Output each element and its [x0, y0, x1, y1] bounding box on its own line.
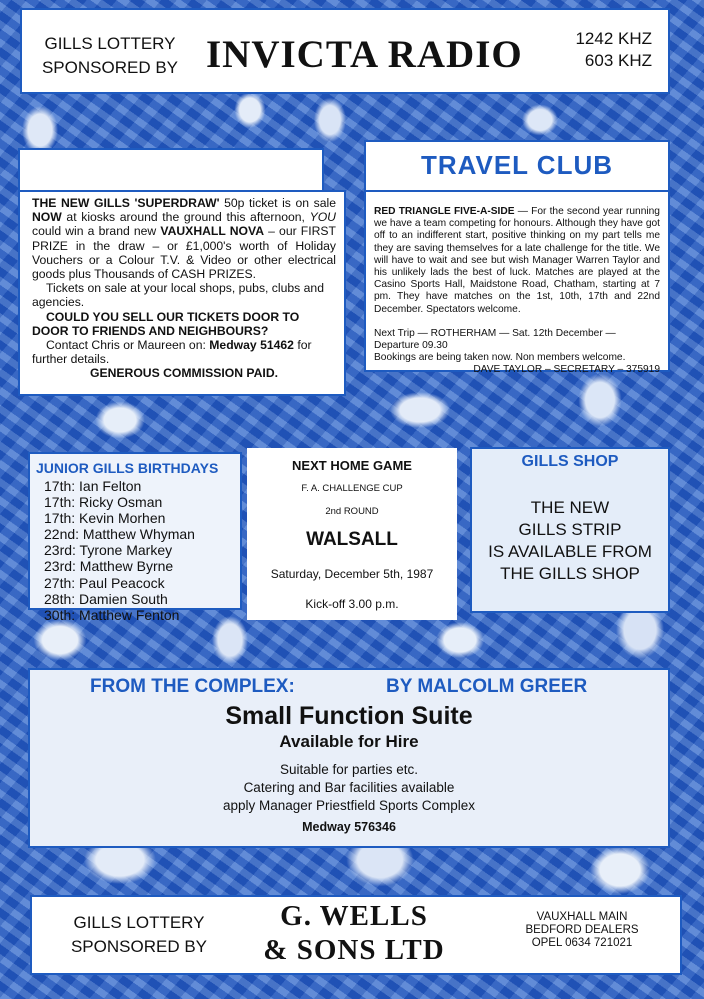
superdraw-paragraph-2: Tickets on sale at your local shops, pubs, clubs and agencies. — [32, 281, 324, 310]
footer-dealer-line1: VAUXHALL MAIN — [536, 911, 628, 923]
superdraw-you: YOU — [309, 210, 336, 225]
birthday-row: 22nd: Matthew Whyman — [44, 526, 195, 543]
superdraw-paragraph-4 — [32, 338, 336, 366]
complex-title: Small Function Suite — [225, 702, 473, 730]
superdraw-paragraph-3: COULD YOU SELL OUR TICKETS DOOR TO DOOR TO FRIENDS AND NEIGHBOURS? — [32, 309, 300, 338]
superdraw-text-b: at kiosks around the ground this afternoon, — [61, 210, 310, 225]
birthday-row: 30th: Matthew Fenton — [44, 606, 180, 623]
header-sponsor-name: INVICTA RADIO — [206, 33, 523, 76]
footer-name-line1: G. WELLS — [280, 900, 428, 932]
superdraw-header-box — [18, 148, 324, 196]
complex-heading-left: FROM THE COMPLEX: — [90, 676, 295, 697]
complex-line2: Catering and Bar facilities available — [243, 780, 455, 795]
footer-sponsor-name — [254, 899, 454, 967]
complex-subtitle: Available for Hire — [279, 732, 419, 751]
superdraw-lead: THE NEW GILLS 'SUPERDRAW' — [32, 196, 220, 210]
birthday-row: 23rd: Tyrone Markey — [44, 542, 173, 559]
footer-dealer-info — [502, 911, 662, 950]
header-sponsor-box — [20, 8, 670, 94]
superdraw-contact: Contact Chris or Maureen on: — [46, 338, 210, 353]
superdraw-car: VAUXHALL NOVA — [160, 224, 265, 239]
footer-dealer-line2: BEDFORD DEALERS — [525, 924, 639, 936]
next-game-round: 2nd ROUND — [325, 506, 379, 517]
complex-phone: Medway 576346 — [302, 820, 396, 834]
complex-line1: Suitable for parties etc. — [279, 762, 419, 777]
superdraw-now: NOW — [32, 210, 62, 225]
header-freq-1: 1242 KHZ — [575, 29, 652, 48]
travel-bookings: Bookings are being taken now. Non members welcome. — [374, 352, 626, 364]
footer-sponsor-label — [54, 911, 224, 959]
superdraw-text-a: 50p ticket is on sale — [219, 196, 336, 210]
header-freq-2: 603 KHZ — [584, 51, 652, 70]
superdraw-further: for further details. — [32, 338, 312, 367]
next-game-opponent: WALSALL — [306, 529, 398, 550]
complex-line3: apply Manager Priestfield Sports Complex — [222, 798, 476, 813]
travel-next-trip: Next Trip — ROTHERHAM — Sat. 12th December — Departure 09.30 — [374, 327, 616, 352]
birthday-row: 28th: Damien South — [44, 590, 168, 607]
footer-sponsor-box — [30, 895, 682, 975]
superdraw-paragraph-1 — [32, 196, 336, 281]
next-game-title: NEXT HOME GAME — [292, 458, 412, 473]
birthday-row: 17th: Ian Felton — [44, 478, 142, 494]
next-game-cup: F. A. CHALLENGE CUP — [301, 483, 403, 494]
travel-item-lead: RED TRIANGLE FIVE-A-SIDE — [374, 206, 515, 217]
header-sponsor-line1: GILLS LOTTERY — [44, 34, 176, 53]
birthday-row: 27th: Paul Peacock — [44, 574, 165, 591]
gills-shop-line2: GILLS STRIP — [518, 520, 622, 539]
next-home-game-box — [247, 448, 457, 620]
footer-dealer-line3: OPEL 0634 721021 — [531, 937, 633, 949]
header-sponsor-label — [36, 32, 184, 80]
travel-club-text — [366, 192, 668, 377]
superdraw-box — [18, 190, 346, 396]
gills-shop-title: GILLS SHOP — [521, 453, 619, 470]
superdraw-phone: Medway 51462 — [209, 338, 294, 353]
birthday-row: 17th: Ricky Osman — [44, 494, 163, 511]
superdraw-text-c: could win a brand new — [32, 224, 161, 239]
travel-club-title: TRAVEL CLUB — [366, 142, 668, 192]
header-frequencies — [575, 28, 652, 72]
birthday-row: 23rd: Matthew Byrne — [44, 558, 174, 575]
complex-box — [28, 668, 670, 848]
gills-shop-line1: THE NEW — [530, 498, 610, 517]
footer-sponsor-line1: GILLS LOTTERY — [73, 913, 205, 932]
gills-shop-text — [472, 497, 668, 585]
birthday-row: 17th: Kevin Morhen — [44, 510, 166, 527]
complex-heading-right: BY MALCOLM GREER — [386, 676, 588, 697]
header-sponsor-line2: SPONSORED BY — [41, 58, 179, 77]
superdraw-paragraph-5: GENEROUS COMMISSION PAID. — [89, 366, 279, 381]
gills-shop-box — [470, 447, 670, 613]
travel-item-text: — For the second year running we have a team competing for honours. Although they have got off to an indifferent start, positive thinking on my part tells me they are saving themselves for a late challenge for the title. We will have to wait and see but wish Manager Warren Taylor and his unlikely lads the best of luck. Matches are played at the Casino Sports Hall, Maidstone Road, Chatham, starting at 7 pm. They have matches on the 1st, 10th, 17th and 22nd December. Spectators welcome. — [374, 206, 660, 315]
footer-sponsor-line2: SPONSORED BY — [70, 937, 208, 956]
superdraw-text-d: – our FIRST PRIZE in the draw – or £1,000's worth of Holiday Vouchers or a Colour T.V. & Video or other electrical goods plus Thousands of CASH PRIZES. — [32, 224, 337, 282]
next-game-kickoff: Kick-off 3.00 p.m. — [305, 597, 399, 611]
travel-club-box — [364, 140, 670, 376]
junior-birthdays-box — [28, 452, 242, 623]
junior-birthdays-title: JUNIOR GILLS BIRTHDAYS — [36, 460, 219, 476]
footer-name-line2: & SONS LTD — [263, 934, 445, 966]
travel-signature: DAVE TAYLOR – SECRETARY – 375919 — [473, 364, 660, 376]
gills-shop-line4: THE GILLS SHOP — [500, 564, 640, 583]
gills-shop-line3: IS AVAILABLE FROM — [488, 542, 652, 561]
travel-club-item — [374, 206, 660, 316]
next-game-date: Saturday, December 5th, 1987 — [270, 567, 434, 581]
